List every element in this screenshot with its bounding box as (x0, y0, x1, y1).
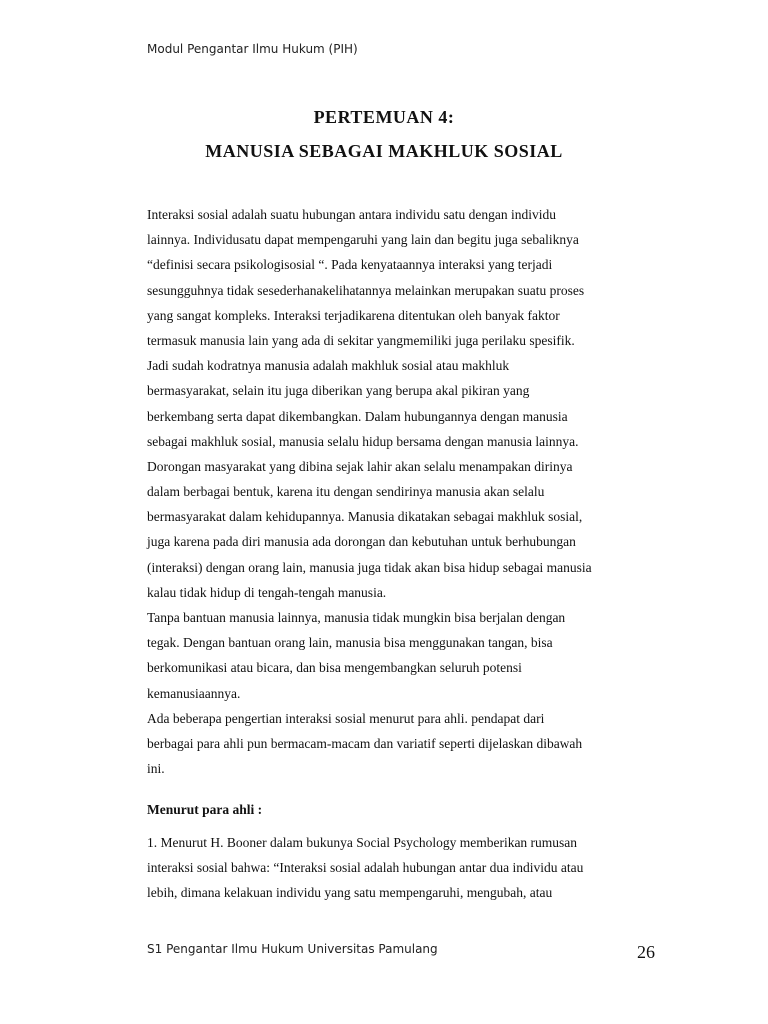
text-line: sesungguhnya tidak sesederhanakelihatannya melainkan merupakan suatu proses (147, 282, 585, 298)
text-line: ini. (147, 761, 165, 777)
chapter-heading: MANUSIA SEBAGAI MAKHLUK SOSIAL (205, 141, 563, 161)
text-line: juga karena pada diri manusia ada dorongan dan kebutuhan untuk berhubungan (147, 534, 576, 550)
text-line: “definisi secara psikologisosial “. Pada kenyataannya interaksi yang terjadi (147, 257, 553, 273)
text-line: bermasyarakat dalam kehidupannya. Manusia dikatakan sebagai makhluk sosial, (147, 509, 583, 525)
text-line: Jadi sudah kodratnya manusia adalah makhluk sosial atau makhluk (147, 358, 510, 374)
text-line: sebagai makhluk sosial, manusia selalu hidup bersama dengan manusia lainnya. (147, 433, 579, 449)
text-line: termasuk manusia lain yang ada di sekitar yangmemiliki juga perilaku spesifik. (147, 332, 575, 348)
text-line: Interaksi sosial adalah suatu hubungan antara individu satu dengan individu (147, 207, 557, 222)
list-item-line: interaksi sosial bahwa: “Interaksi sosial adalah hubungan antar dua individu atau (147, 860, 584, 876)
chapter-number: PERTEMUAN 4: (313, 107, 455, 127)
text-line: berkembang serta dapat dikembangkan. Dalam hubungannya dengan manusia (147, 408, 568, 424)
text-line: yang sangat kompleks. Interaksi terjadikarena ditentukan oleh banyak faktor (147, 307, 560, 323)
text-line: kalau tidak hidup di tengah-tengah manusia. (147, 584, 387, 600)
running-footer: S1 Pengantar Ilmu Hukum Universitas Pamulang (147, 942, 438, 956)
text-line: berbagai para ahli pun bermacam-macam dan variatif seperti dijelaskan dibawah (147, 735, 583, 751)
list-item-line: 1. Menurut H. Booner dalam bukunya Social Psychology memberikan rumusan (147, 835, 578, 850)
text-line: bermasyarakat, selain itu juga diberikan yang berupa akal pikiran yang (147, 383, 530, 399)
text-line: lainnya. Individusatu dapat mempengaruhi yang lain dan begitu juga sebaliknya (147, 232, 579, 248)
chapter-title (147, 100, 621, 168)
text-line: (interaksi) dengan orang lain, manusia juga tidak akan bisa hidup sebagai manusia (147, 559, 592, 575)
text-line: kemanusiaannya. (147, 685, 241, 701)
body-paragraphs (147, 202, 647, 781)
running-header: Modul Pengantar Ilmu Hukum (PIH) (147, 42, 358, 56)
section-heading: Menurut para ahli : (147, 802, 263, 817)
text-line: dalam berbagai bentuk, karena itu dengan sendirinya manusia akan selalu (147, 484, 545, 500)
page-number: 26 (637, 942, 655, 962)
text-line: Ada beberapa pengertian interaksi sosial menurut para ahli. pendapat dari (147, 710, 545, 726)
text-line: Tanpa bantuan manusia lainnya, manusia tidak mungkin bisa berjalan dengan (147, 610, 566, 625)
text-line: tegak. Dengan bantuan orang lain, manusia bisa menggunakan tangan, bisa (147, 635, 553, 651)
expert-list (147, 830, 647, 906)
list-item-line: lebih, dimana kelakuan individu yang satu mempengaruhi, mengubah, atau (147, 885, 553, 901)
text-line: berkomunikasi atau bicara, dan bisa mengembangkan seluruh potensi (147, 660, 522, 676)
text-line: Dorongan masyarakat yang dibina sejak lahir akan selalu menampakan dirinya (147, 458, 573, 474)
